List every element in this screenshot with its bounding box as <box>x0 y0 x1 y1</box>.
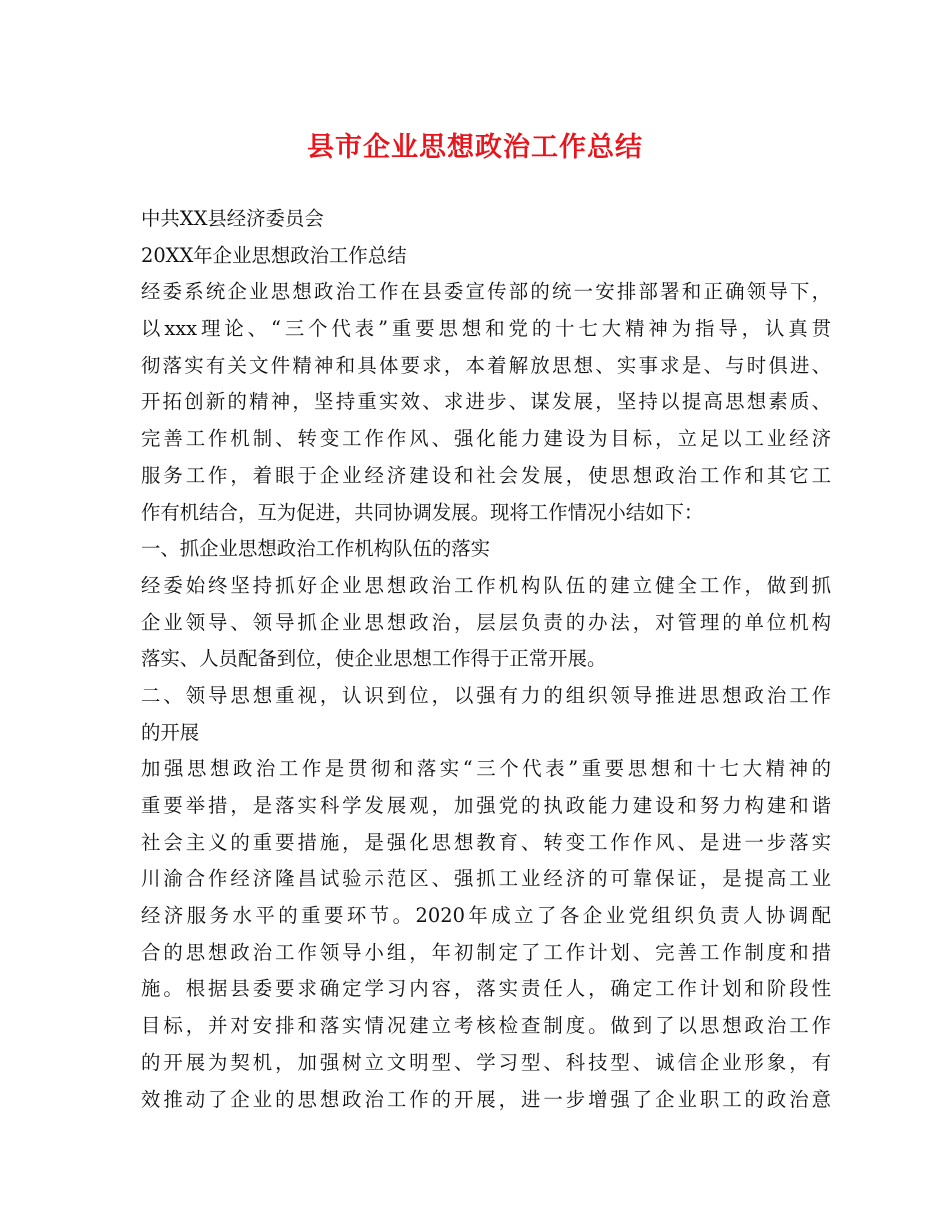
text-line: 加强思想政治工作是贯彻和落实“三个代表”重要思想和十七大精神的 <box>141 757 831 781</box>
text-line: 以xxx理论、“三个代表”重要思想和党的十七大精神为指导，认真贯 <box>141 317 831 341</box>
text-line: 作有机结合，互为促进，共同协调发展。现将工作情况小结如下： <box>141 500 704 524</box>
text-line: 合的思想政治工作领导小组，年初制定了工作计划、完善工作制度和措 <box>141 940 831 964</box>
text-line: 的开展 <box>141 720 200 744</box>
text-line: 中共XX县经济委员会 <box>141 207 324 230</box>
text-line: 一、抓企业思想政治工作机构队伍的落实 <box>141 537 491 561</box>
text-line: 二、领导思想重视，认识到位，以强有力的组织领导推进思想政治工作 <box>141 683 831 707</box>
text-line: 开拓创新的精神，坚持重实效、求进步、谋发展，坚持以提高思想素质、 <box>141 390 831 414</box>
text-line: 的开展为契机，加强树立文明型、学习型、科技型、诚信企业形象，有 <box>141 1050 831 1074</box>
text-line: 落实、人员配备到位，使企业思想工作得于正常开展。 <box>141 647 607 671</box>
text-line: 施。根据县委要求确定学习内容，落实责任人，确定工作计划和阶段性 <box>141 977 831 1001</box>
text-line: 企业领导、领导抓企业思想政治，层层负责的办法，对管理的单位机构 <box>141 610 831 634</box>
document-body <box>141 201 831 1118</box>
text-line: 社会主义的重要措施，是强化思想教育、转变工作作风、是进一步落实 <box>141 830 831 854</box>
text-line: 川渝合作经济隆昌试验示范区、强抓工业经济的可靠保证，是提高工业 <box>141 867 831 891</box>
text-line: 目标，并对安排和落实情况建立考核检查制度。做到了以思想政治工作 <box>141 1014 831 1038</box>
text-line: 重要举措，是落实科学发展观，加强党的执政能力建设和努力构建和谐 <box>141 794 831 817</box>
text-line: 彻落实有关文件精神和具体要求，本着解放思想、实事求是、与时俱进、 <box>141 353 831 377</box>
document-title: 县市企业思想政治工作总结 <box>307 132 643 163</box>
text-line: 经济服务水平的重要环节。2020年成立了各企业党组织负责人协调配 <box>141 904 831 928</box>
text-line: 经委始终坚持抓好企业思想政治工作机构队伍的建立健全工作，做到抓 <box>141 573 831 597</box>
text-line: 20XX年企业思想政治工作总结 <box>141 243 407 267</box>
text-line: 经委系统企业思想政治工作在县委宣传部的统一安排部署和正确领导下， <box>141 280 831 304</box>
text-line: 完善工作机制、转变工作作风、强化能力建设为目标，立足以工业经济 <box>141 427 831 451</box>
text-line: 效推动了企业的思想政治工作的开展，进一步增强了企业职工的政治意 <box>141 1087 831 1111</box>
text-line: 服务工作，着眼于企业经济建设和社会发展，使思想政治工作和其它工 <box>141 463 831 487</box>
